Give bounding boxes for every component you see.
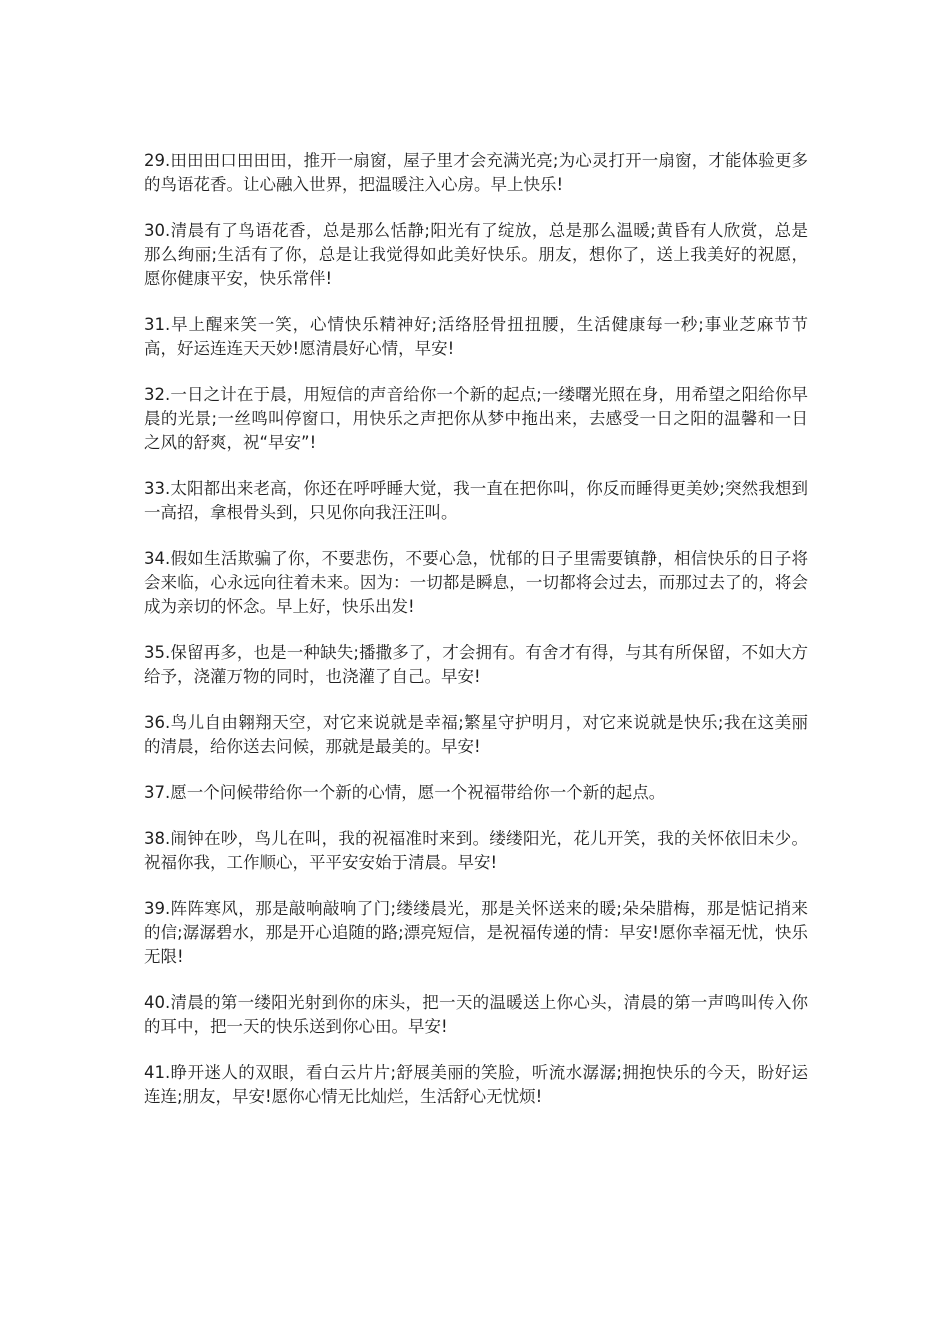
paragraph-41: 41.睁开迷人的双眼，看白云片片;舒展美丽的笑脸，听流水潺潺;拥抱快乐的今天，盼好运连连;朋友，早安!愿你心情无比灿烂，生活舒心无忧烦! <box>144 1063 808 1106</box>
paragraph-32: 32.一日之计在于晨，用短信的声音给你一个新的起点;一缕曙光照在身，用希望之阳给你早晨的光景;一丝鸣叫停窗口，用快乐之声把你从梦中拖出来，去感受一日之阳的温馨和一日之风的舒爽，祝“早安”! <box>144 385 808 452</box>
paragraph-37: 37.愿一个问候带给你一个新的心情，愿一个祝福带给你一个新的起点。 <box>144 783 666 802</box>
paragraph-31: 31.早上醒来笑一笑，心情快乐精神好;活络胫骨扭扭腰，生活健康每一秒;事业芝麻节节高，好运连连天天妙!愿清晨好心情，早安! <box>144 315 808 358</box>
paragraph-39: 39.阵阵寒风，那是敲响敲响了门;缕缕晨光，那是关怀送来的暖;朵朵腊梅，那是惦记捎来的信;潺潺碧水，那是开心追随的路;漂亮短信，是祝福传递的情：早安!愿你幸福无忧，快乐无限! <box>144 899 808 966</box>
paragraph-29: 29.田田田口田田田，推开一扇窗，屋子里才会充满光亮;为心灵打开一扇窗，才能体验更多的鸟语花香。让心融入世界，把温暖注入心房。早上快乐! <box>144 151 808 194</box>
paragraph-40: 40.清晨的第一缕阳光射到你的床头，把一天的温暖送上你心头，清晨的第一声鸣叫传入你的耳中，把一天的快乐送到你心田。早安! <box>144 993 808 1036</box>
document-body <box>144 149 808 1131</box>
paragraph-36: 36.鸟儿自由翱翔天空，对它来说就是幸福;繁星守护明月，对它来说就是快乐;我在这美丽的清晨，给你送去问候，那就是最美的。早安! <box>144 713 808 756</box>
paragraph-33: 33.太阳都出来老高，你还在呼呼睡大觉，我一直在把你叫，你反而睡得更美妙;突然我想到一高招，拿根骨头到，只见你向我汪汪叫。 <box>144 479 808 522</box>
paragraph-38: 38.闹钟在吵，鸟儿在叫，我的祝福准时来到。缕缕阳光，花儿开笑，我的关怀依旧未少。祝福你我，工作顺心，平平安安始于清晨。早安! <box>144 829 808 872</box>
paragraph-30: 30.清晨有了鸟语花香，总是那么恬静;阳光有了绽放，总是那么温暖;黄昏有人欣赏，总是那么绚丽;生活有了你，总是让我觉得如此美好快乐。朋友，想你了，送上我美好的祝愿，愿你健康平安，快乐常伴! <box>144 221 808 288</box>
paragraph-35: 35.保留再多，也是一种缺失;播撒多了，才会拥有。有舍才有得，与其有所保留，不如大方给予，浇灌万物的同时，也浇灌了自己。早安! <box>144 643 808 686</box>
paragraph-34: 34.假如生活欺骗了你，不要悲伤，不要心急，忧郁的日子里需要镇静，相信快乐的日子将会来临，心永远向往着未来。因为：一切都是瞬息，一切都将会过去，而那过去了的，将会成为亲切的怀念。早上好，快乐出发! <box>144 549 808 616</box>
